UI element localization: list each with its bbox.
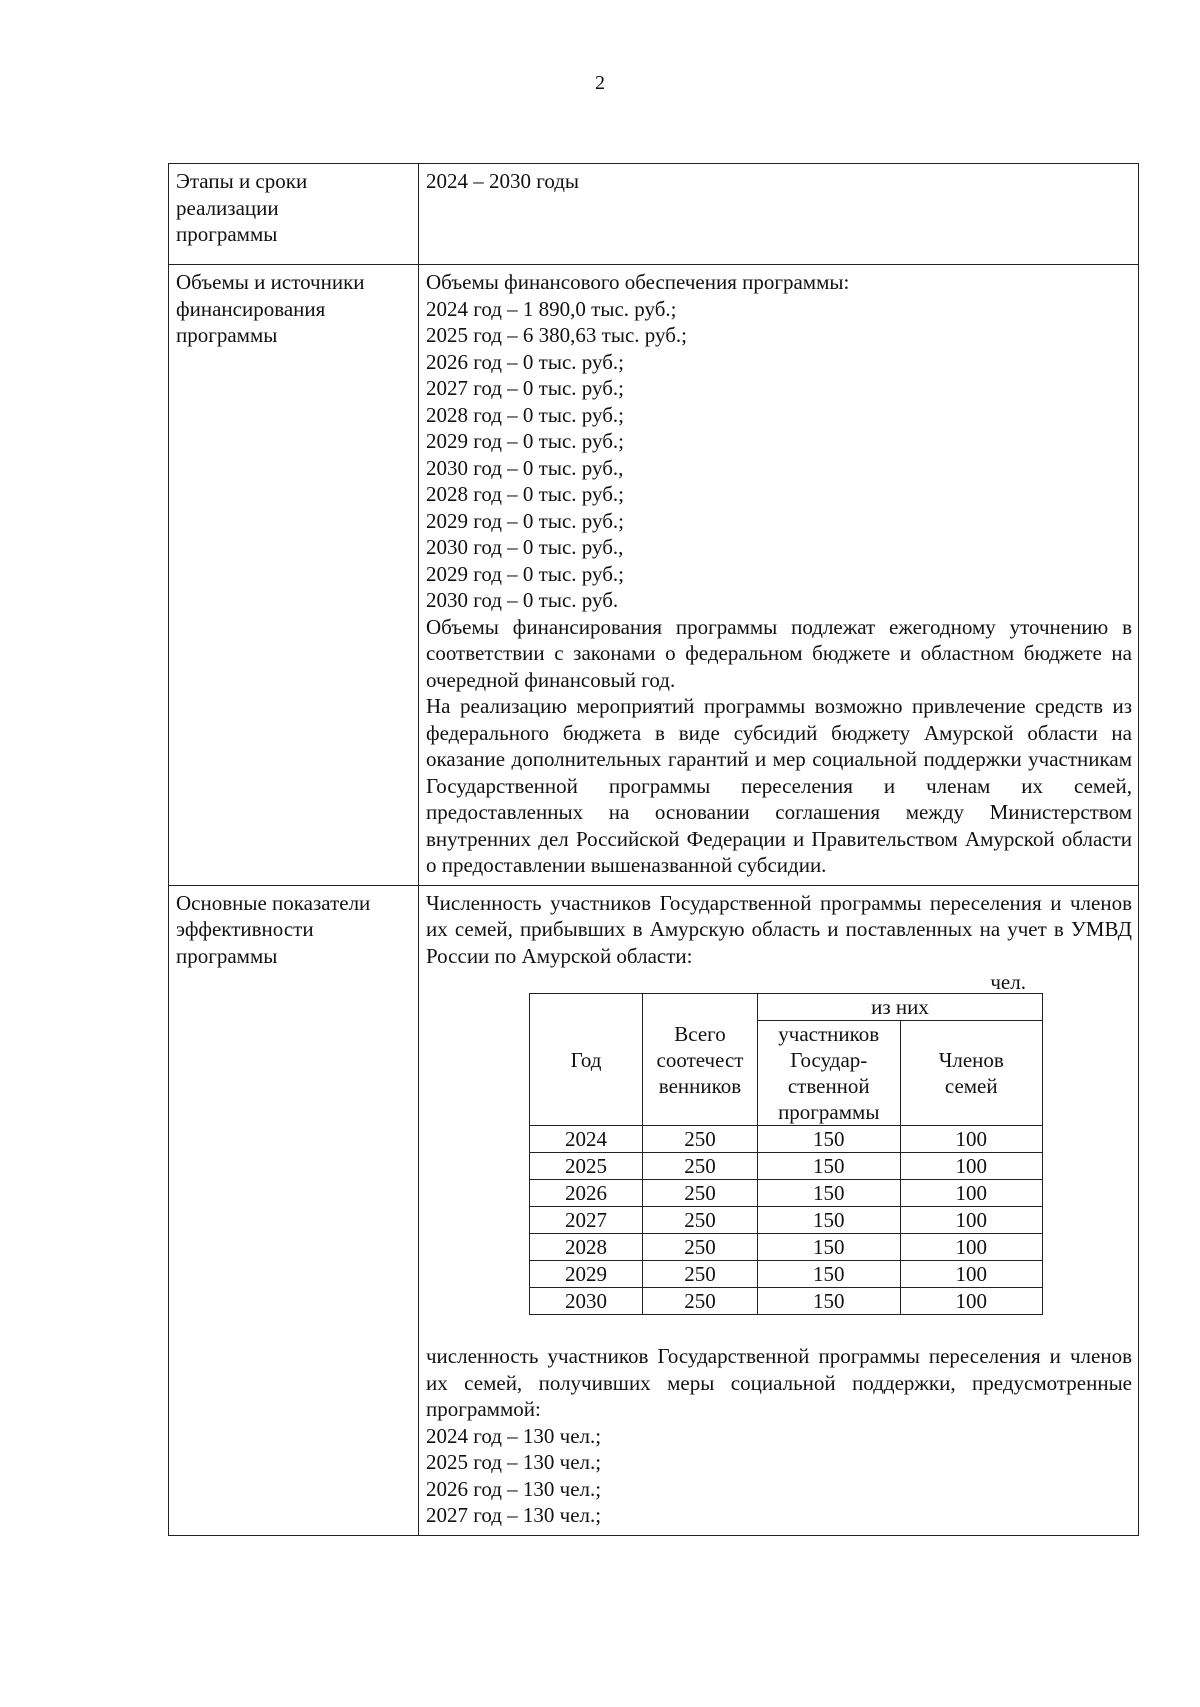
cell-total: 250: [643, 1207, 758, 1234]
cell-year: 2028: [530, 1234, 643, 1261]
support-item: 2026 год – 130 чел.;: [426, 1476, 602, 1501]
participants-table: [529, 993, 1043, 1315]
cell-participants: 150: [758, 1126, 901, 1153]
cell-total: 250: [643, 1180, 758, 1207]
stages-label-line: программы: [176, 222, 278, 246]
stages-label: [169, 164, 419, 265]
funding-label-line: Объемы и источники: [176, 270, 365, 294]
cell-family: 100: [900, 1153, 1043, 1180]
cell-family: 100: [900, 1180, 1043, 1207]
funding-item: 2028 год – 0 тыс. руб.;: [426, 402, 624, 427]
funding-value: [419, 265, 1139, 886]
program-passport-table: [168, 163, 1139, 1536]
cell-participants: 150: [758, 1288, 901, 1315]
table-row: [530, 1288, 1043, 1315]
funding-item: 2030 год – 0 тыс. руб.,: [426, 535, 624, 559]
cell-participants: 150: [758, 1153, 901, 1180]
header-participants: [758, 1021, 901, 1126]
page-number: 2: [595, 72, 605, 94]
cell-total: 250: [643, 1126, 758, 1153]
cell-family: 100: [900, 1234, 1043, 1261]
funding-item: 2029 год – 0 тыс. руб.;: [426, 508, 624, 533]
funding-item: 2030 год – 0 тыс. руб.,: [426, 455, 624, 480]
support-intro: численность участников Государственной программы переселения и членов их семей, получивших меры социальной поддержки, предусмотренные программой:: [426, 1344, 1132, 1421]
header-participants-line: Государ-: [790, 1048, 868, 1072]
funding-intro: Объемы финансового обеспечения программы:: [426, 270, 850, 294]
cell-participants: 150: [758, 1234, 901, 1261]
indicators-label-line: эффективности: [176, 917, 314, 941]
stages-row: [169, 164, 1139, 265]
cell-participants: 150: [758, 1207, 901, 1234]
cell-participants: 150: [758, 1261, 901, 1288]
table-header-row: [530, 994, 1043, 1021]
support-item: 2027 год – 130 чел.;: [426, 1503, 602, 1527]
unit-label: чел.: [990, 970, 1026, 994]
table-row: [530, 1234, 1043, 1261]
funding-label-line: финансирования: [176, 296, 326, 321]
funding-paragraph-federal: На реализацию мероприятий программы возможно привлечение средств из федерального бюджета в виде субсидий бюджету Амурской области на оказание дополнительных гарантий и мер социальной поддержки участникам Государственной программы переселения и членам их семей, предоставленных на основании соглашения между Министерством внутренних дел Российской Федерации и Правительством Амурской области о предоставлении вышеназванной субсидии.: [426, 694, 1132, 877]
funding-label-line: программы: [176, 323, 278, 347]
cell-year: 2027: [530, 1207, 643, 1234]
header-total-line: соотечест: [656, 1047, 744, 1072]
stages-label-line: реализации: [176, 195, 279, 220]
cell-total: 250: [643, 1234, 758, 1261]
cell-year: 2029: [530, 1261, 643, 1288]
funding-item: 2030 год – 0 тыс. руб.: [426, 588, 619, 612]
header-family: [900, 1021, 1043, 1126]
stages-label-line: Этапы и сроки: [176, 169, 308, 193]
table-row: [530, 1126, 1043, 1153]
table-row: [530, 1207, 1043, 1234]
funding-paragraph-adjustment: Объемы финансирования программы подлежат ежегодному уточнению в соответствии с законами о федеральном бюджете и областном бюджете на очередной финансовый год.: [426, 614, 1132, 692]
funding-item: 2027 год – 0 тыс. руб.;: [426, 376, 624, 400]
header-family-line: семей: [944, 1074, 998, 1098]
header-participants-line: участников: [778, 1022, 880, 1046]
cell-total: 250: [643, 1153, 758, 1180]
funding-item: 2024 год – 1 890,0 тыс. руб.;: [426, 296, 677, 321]
funding-item: 2026 год – 0 тыс. руб.;: [426, 349, 624, 374]
cell-participants: 150: [758, 1180, 901, 1207]
funding-label: [169, 265, 419, 886]
cell-family: 100: [900, 1261, 1043, 1288]
header-family-line: Членов: [938, 1048, 1004, 1072]
funding-item: 2029 год – 0 тыс. руб.;: [426, 561, 624, 586]
indicators-intro: Численность участников Государственной программы переселения и членов их семей, прибывших в Амурскую область и поставленных на учет в УМВД России по Амурской области:: [426, 890, 1132, 968]
header-participants-line: ственной: [787, 1074, 870, 1098]
funding-item: 2025 год – 6 380,63 тыс. руб.;: [426, 323, 687, 347]
header-total-line: Всего: [674, 1021, 726, 1046]
stages-value-text: 2024 – 2030 годы: [426, 169, 580, 193]
header-total-line: венников: [658, 1073, 742, 1098]
table-row: [530, 1180, 1043, 1207]
header-of-them: из них: [758, 994, 1043, 1021]
indicators-value: [419, 885, 1139, 1535]
indicators-label-line: программы: [176, 943, 278, 968]
header-total: [643, 994, 758, 1126]
indicators-row: [169, 885, 1139, 1535]
cell-year: 2024: [530, 1126, 643, 1153]
funding-row: [169, 265, 1139, 886]
table-row: [530, 1261, 1043, 1288]
header-participants-line: программы: [778, 1100, 880, 1124]
cell-family: 100: [900, 1288, 1043, 1315]
header-year: Год: [530, 994, 643, 1126]
table-row: [530, 1153, 1043, 1180]
funding-item: 2028 год – 0 тыс. руб.;: [426, 482, 624, 506]
cell-year: 2026: [530, 1180, 643, 1207]
support-item: 2024 год – 130 чел.;: [426, 1423, 602, 1448]
funding-item: 2029 год – 0 тыс. руб.;: [426, 429, 624, 453]
cell-total: 250: [643, 1261, 758, 1288]
cell-year: 2030: [530, 1288, 643, 1315]
support-item: 2025 год – 130 чел.;: [426, 1450, 602, 1474]
cell-family: 100: [900, 1207, 1043, 1234]
cell-family: 100: [900, 1126, 1043, 1153]
indicators-label-line: Основные показатели: [176, 890, 371, 915]
cell-year: 2025: [530, 1153, 643, 1180]
stages-value: [419, 164, 1139, 265]
cell-total: 250: [643, 1288, 758, 1315]
indicators-label: [169, 885, 419, 1535]
